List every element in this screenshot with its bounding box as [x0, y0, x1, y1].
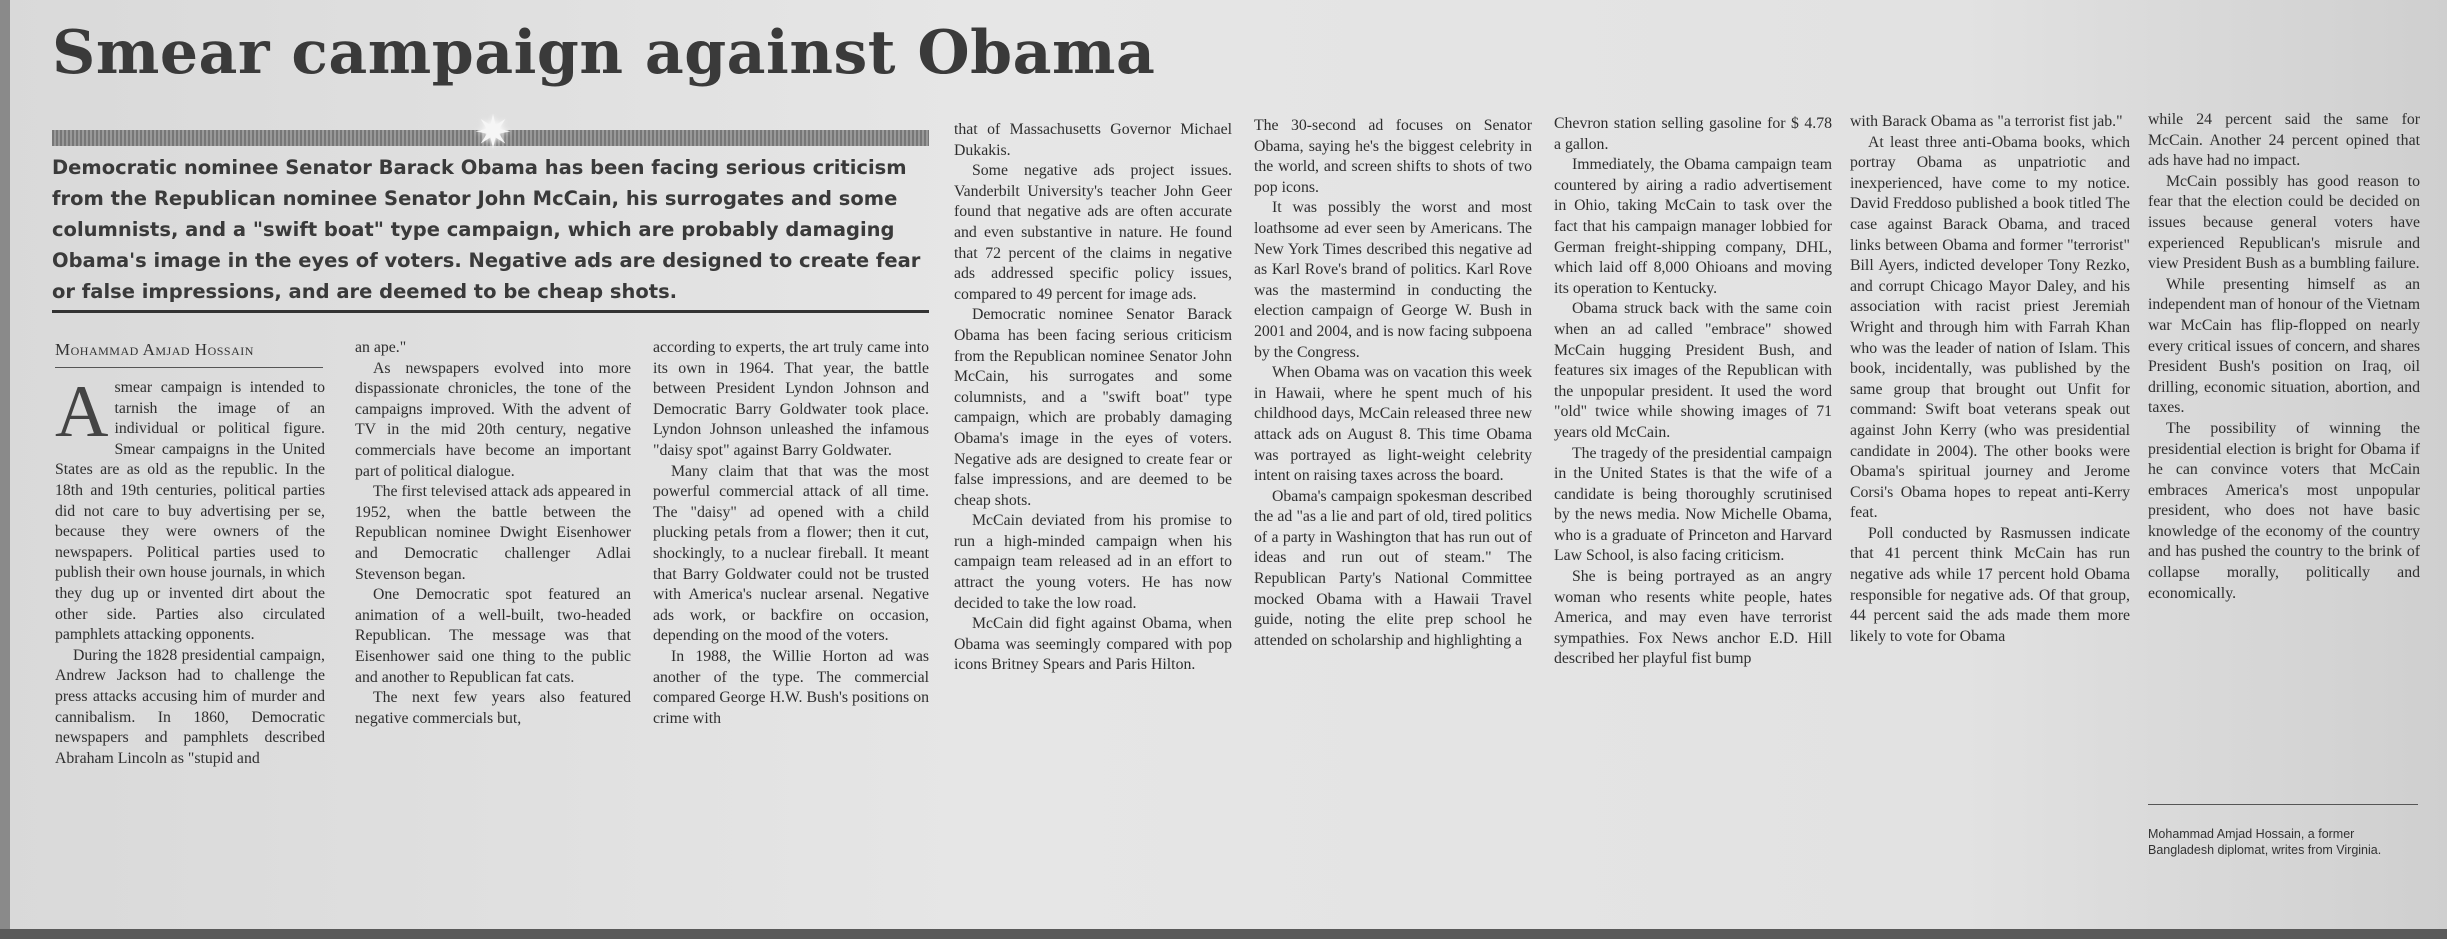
paragraph: McCain possibly has good reason to fear that the election could be decided on issues because general voters have experienced Republican's misrule and view President Bush as a bumbling failure.: [2148, 172, 2420, 273]
paragraph: The first televised attack ads appeared in 1952, when the battle between the Republican nominee Dwight Eisenhower and Democratic challenger Adlai Stevenson began.: [355, 483, 631, 583]
author-footnote: Mohammad Amjad Hossain, a former Bangladesh diplomat, writes from Virginia.: [2148, 827, 2382, 857]
byline-divider: [55, 367, 323, 368]
page-edge: [0, 0, 10, 939]
article-column-4: [954, 120, 1232, 676]
paragraph: smear campaign is intended to tarnish the image of an individual or political figure. Smear campaigns in the United States are as old as the republic. In the 18th and 19th centuries, political parties did not care to buy advertising per se, because they were owners of the newspapers. Political parties used to publish their own house journals, in which they dug up or invented dirt about the other side. Parties also circulated pamphlets attacking opponents.: [55, 379, 325, 644]
paragraph: an ape.": [355, 339, 407, 356]
article-column-3: [653, 338, 929, 729]
paragraph: When Obama was on vacation this week in Hawaii, where he spent much of his childhood days, McCain released three new attack ads on August 8. This time Obama was portrayed as light-weight celebrity intent on raising taxes across the board.: [1254, 364, 1532, 485]
paragraph: While presenting himself as an independent man of honour of the Vietnam war McCain has flip-flopped on nearly every critical issues of concern, and shares President Bush's position on Iraq, oil drilling, economic situation, abortion, and taxes.: [2148, 275, 2420, 417]
paragraph: Chevron station selling gasoline for $ 4.78 a gallon.: [1554, 115, 1832, 153]
standfirst-divider: [52, 310, 929, 313]
intro-standfirst: Democratic nominee Senator Barack Obama has been facing serious criticism from the Republican nominee Senator John McCain, his surrogates and some columnists, and a "swift boat" type campaign, which are probably damaging Obama's image in the eyes of voters. Negative ads are designed to create fear or false impressions, and are deemed to be cheap shots.: [52, 156, 921, 303]
footnote-divider: [2148, 804, 2418, 805]
page-bottom-edge: [0, 929, 2447, 939]
article-column-5: [1254, 116, 1532, 651]
paragraph: The possibility of winning the presidential election is bright for Obama if he can convince voters that McCain embraces America's most unpopular president, who does not have basic knowledge of the economy of the country and has pushed the country to the brink of collapse morally, politically and economically.: [2148, 419, 2420, 602]
article-column-6: [1554, 114, 1832, 670]
paragraph: Some negative ads project issues. Vanderbilt University's teacher John Geer found that negative ads are often accurate and even substantive in nature. He found that 72 percent of the claims in negative ads addressed specific policy issues, compared to 49 percent for image ads.: [954, 162, 1232, 303]
paragraph: Many claim that that was the most powerful commercial attack of all time. The "daisy" ad opened with a child plucking petals from a flower; then it cut, shockingly, to a nuclear fireball. It meant that Barry Goldwater could not be trusted with America's nuclear arsenal. Negative ads work, or backfire on occasion, depending on the mood of the voters.: [653, 462, 929, 645]
byline: Mohammad Amjad Hossain: [55, 340, 254, 359]
paragraph: Obama's campaign spokesman described the ad "as a lie and part of old, tired politics of a party in Washington that has run out of ideas and run out of steam." The Republican Party's National Committee mocked Obama with a Hawaii Travel guide, noting the elite prep school he attended on scholarship and highlighting a: [1254, 487, 1532, 649]
paragraph: One Democratic spot featured an animation of a well-built, two-headed Republican. The message was that Eisenhower said one thing to the public and another to Republican fat cats.: [355, 586, 631, 686]
paragraph: During the 1828 presidential campaign, Andrew Jackson had to challenge the press attacks accusing him of murder and cannibalism. In 1860, Democratic newspapers and pamphlets described Abraham Lincoln as "stupid and: [55, 646, 325, 767]
article-column-2: [355, 338, 631, 729]
starburst-icon: ✷: [473, 107, 513, 158]
paragraph: according to experts, the art truly came into its own in 1964. That year, the battle between President Lyndon Johnson and Democratic Barry Goldwater took place. Lyndon Johnson unleashed the infamous "daisy spot" against Barry Goldwater.: [653, 339, 929, 459]
paragraph: McCain deviated from his promise to run a high-minded campaign when his campaign team released ad in an effort to attract the young voters. He has now decided to take the low road.: [954, 512, 1232, 612]
paragraph: while 24 percent said the same for McCain. Another 24 percent opined that ads have had no impact.: [2148, 111, 2420, 170]
paragraph: It was possibly the worst and most loathsome ad ever seen by Americans. The New York Times described this negative ad as Karl Rove's brand of politics. Karl Rove was the mastermind in conducting the election campaign of George W. Bush in 2001 and 2004, and is now facing subpoena by the Congress.: [1254, 199, 1532, 361]
paragraph: She is being portrayed as an angry woman who resents white people, hates America, and may even have terrorist sympathies. Fox News anchor E.D. Hill described her playful fist bump: [1554, 568, 1832, 668]
paragraph: The tragedy of the presidential campaign in the United States is that the wife of a candidate is being thoroughly scrutinised by the news media. Now Michelle Obama, who is a graduate of Princeton and Harvard Law School, is also facing criticism.: [1554, 444, 1832, 565]
paragraph: Obama struck back with the same coin when an ad called "embrace" showed McCain hugging President Bush, and features six images of the Republican with the unpopular president. It used the word "old" twice while showing images of 71 years old McCain.: [1554, 300, 1832, 441]
article-column-1: [55, 371, 325, 769]
paragraph: In 1988, the Willie Horton ad was another of the type. The commercial compared George H.W. Bush's positions on crime with: [653, 647, 929, 727]
paragraph: At least three anti-Obama books, which portray Obama as unpatriotic and inexperienced, have come to my notice. David Freddoso published a book titled The case against Barack Obama, and traced links between Obama and former "terrorist" Bill Ayers, indicted developer Tony Rezko, and corrupt Chicago Mayor Daley, and his association with racist priest Jeremiah Wright and through him with Farrah Khan who was the leader of nation of Islam. This book, incidentally, was published by the same group that brought out Unfit for command: Swift boat veterans speak out against John Kerry (who was presidential candidate in 2004). The other books were Obama's spiritual journey and Jerome Corsi's Obama hopes to repeat anti-Kerry feat.: [1850, 133, 2130, 522]
article-column-8: [2148, 110, 2420, 604]
paragraph: with Barack Obama as "a terrorist fist jab.": [1850, 113, 2123, 130]
paragraph: McCain did fight against Obama, when Obama was seemingly compared with pop icons Britney Spears and Paris Hilton.: [954, 615, 1232, 674]
paragraph: that of Massachusetts Governor Michael Dukakis.: [954, 121, 1232, 159]
paragraph: The 30-second ad focuses on Senator Obama, saying he's the biggest celebrity in the world, and screen shifts to shots of two pop icons.: [1254, 117, 1532, 196]
paragraph: Democratic nominee Senator Barack Obama has been facing serious criticism from the Republican nominee Senator John McCain, his surrogates and some columnists, and a "swift boat" type campaign, which are probably damaging Obama's image in the eyes of voters. Negative ads are designed to create fear or false impressions, and are deemed to be cheap shots.: [954, 306, 1232, 509]
headline: Smear campaign against Obama: [52, 18, 1156, 88]
dropcap: A: [55, 371, 109, 453]
paragraph: The next few years also featured negative commercials but,: [355, 689, 631, 727]
article-column-7: [1850, 112, 2130, 647]
paragraph: Poll conducted by Rasmussen indicate that 41 percent think McCain has run negative ads while 17 percent hold Obama responsible for negative ads. Of that group, 44 percent said the ads made them more likely to vote for Obama: [1850, 524, 2130, 645]
paragraph: As newspapers evolved into more dispassionate chronicles, the tone of the campaigns improved. With the advent of TV in the mid 20th century, negative commercials have become an important part of political dialogue.: [355, 359, 631, 480]
paragraph: Immediately, the Obama campaign team countered by airing a radio advertisement in Ohio, taking McCain to task over the fact that his campaign manager lobbied for German freight-shipping company, DHL, which laid off 8,000 Ohioans and moving its operation to Kentucky.: [1554, 156, 1832, 297]
